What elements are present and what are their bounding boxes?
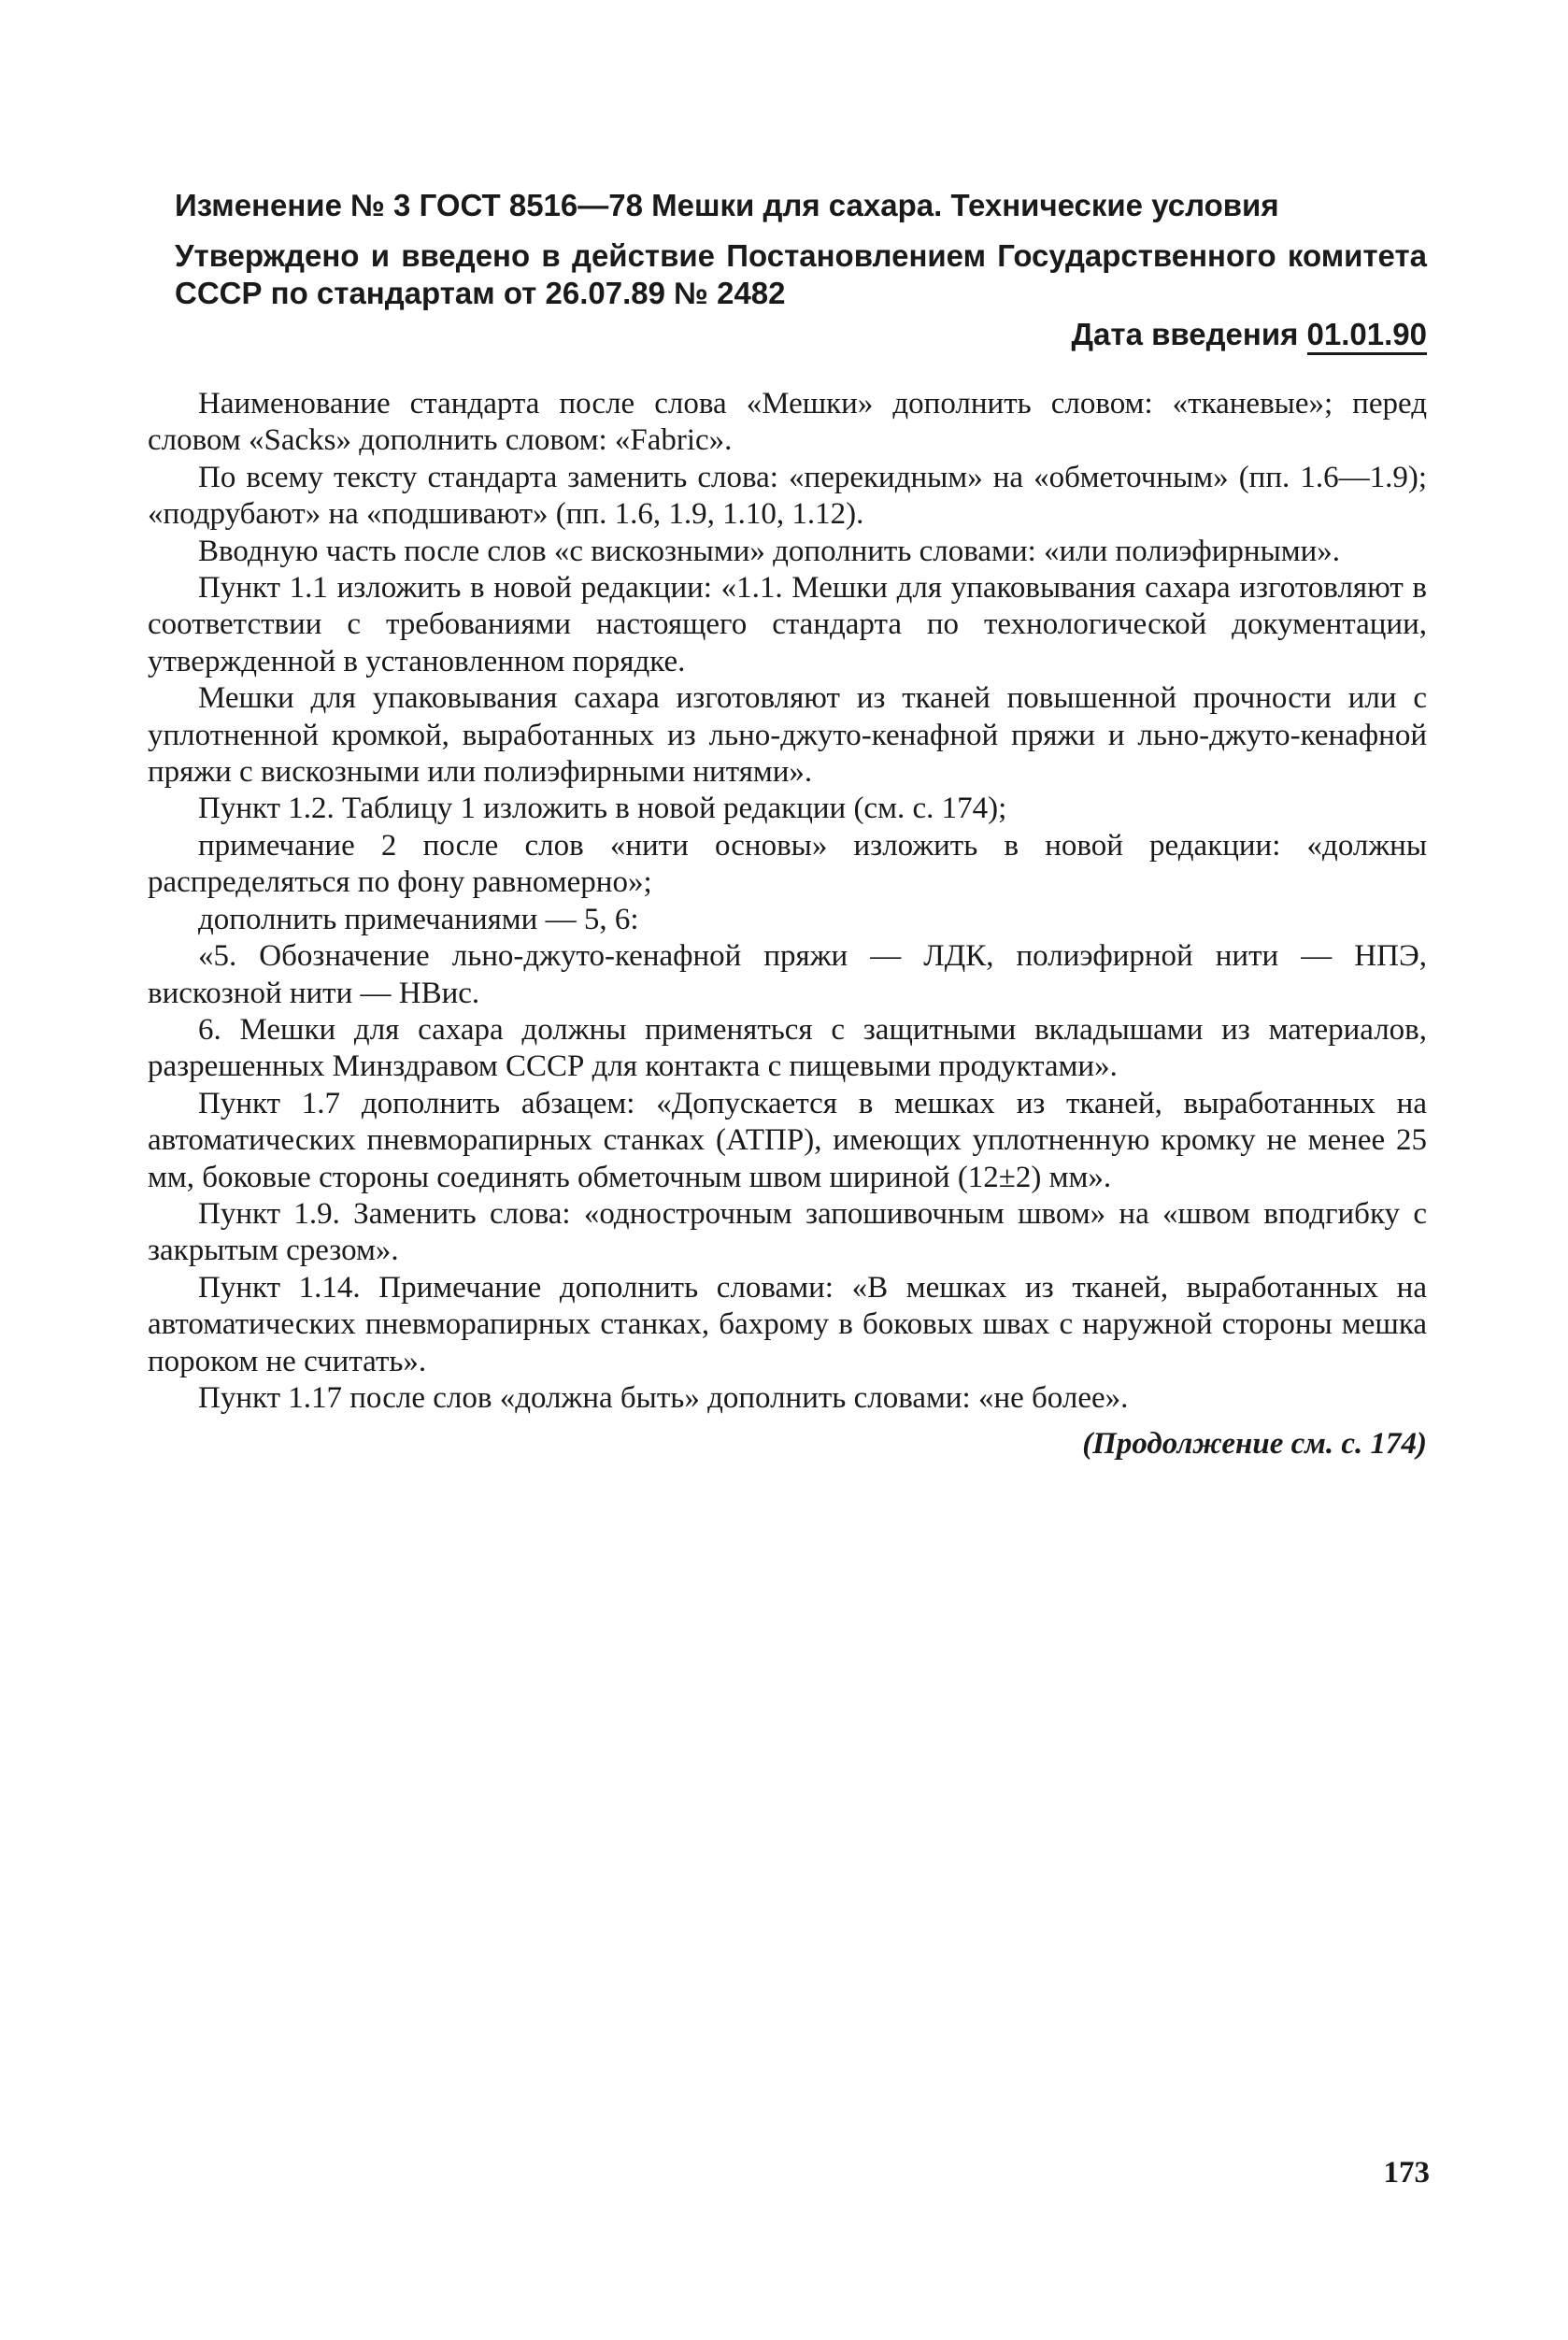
page-number: 173 bbox=[1383, 2156, 1430, 2190]
paragraph-item-1-7: Пункт 1.7 дополнить абзацем: «Допускается в мешках из тканей, выработанных на автоматических пневморапирных станках (АТПР), имеющих уплотненную кромку не менее 25 мм, боковые стороны соединять обметочным швом шириной (12±2) мм». bbox=[148, 1086, 1427, 1194]
paragraph-title-change: Наименование стандарта после слова «Мешки» дополнить словом: «тканевые»; перед словом «Sacks» дополнить словом: «Fabric». bbox=[148, 387, 1427, 458]
document-body bbox=[148, 386, 1427, 1417]
continuation-note: (Продолжение см. с. 174) bbox=[1082, 1427, 1427, 1461]
paragraph-note-6: 6. Мешки для сахара должны применяться с защитными вкладышами из материалов, разрешенных Минздравом СССР для контакта с пищевыми продуктами». bbox=[148, 1012, 1427, 1084]
paragraph-intro-change: Вводную часть после слов «с вискозными» дополнить словами: «или полиэфирными». bbox=[198, 534, 1341, 568]
paragraph-note-5: «5. Обозначение льно-джуто-кенафной пряжи — ЛДК, полиэфирной нити — НПЭ, вискозной нити — НВис. bbox=[148, 939, 1427, 1010]
paragraph-item-1-1-materials: Мешки для упаковывания сахара изготовляют из тканей повышенной прочности или с уплотненной кромкой, выработанных из льно-джуто-кенафной пряжи и льно-джуто-кенафной пряжи с вискозными или полиэфирными нитями». bbox=[148, 681, 1427, 790]
paragraph-text-replacement: По всему тексту стандарта заменить слова: «перекидным» на «обметочным» (пп. 1.6—1.9); «подрубают» на «подшивают» (пп. 1.6, 1.9, 1.10, 1.12). bbox=[148, 460, 1427, 532]
paragraph-add-notes: дополнить примечаниями — 5, 6: bbox=[198, 902, 639, 936]
paragraph-item-1-1: Пункт 1.1 изложить в новой редакции: «1.1. Мешки для упаковывания сахара изготовляют в соответствии с требованиями настоящего стандарта по технологической документации, утвержденной в установленном порядке. bbox=[148, 571, 1427, 678]
paragraph-item-1-9: Пункт 1.9. Заменить слова: «однострочным запошивочным швом» на «швом вподгибку с закрытым срезом». bbox=[148, 1196, 1427, 1268]
paragraph-item-1-14: Пункт 1.14. Примечание дополнить словами: «В мешках из тканей, выработанных на автоматических пневморапирных станках, бахрому в боковых швах с наружной стороны мешка пороком не считать». bbox=[148, 1270, 1427, 1378]
document-header bbox=[175, 187, 1427, 355]
paragraph-item-1-2: Пункт 1.2. Таблицу 1 изложить в новой редакции (см. с. 174); bbox=[198, 792, 1007, 826]
amendment-title: Изменение № 3 ГОСТ 8516—78 Мешки для сахара. Технические условия bbox=[175, 188, 1279, 222]
effective-date-line bbox=[175, 316, 1427, 355]
approval-statement: Утверждено и введено в действие Постановлением Государственного комитета СССР по стандартам от 26.07.89 № 2482 bbox=[175, 238, 1427, 310]
paragraph-note-2: примечание 2 после слов «нити основы» изложить в новой редакции: «должны распределяться по фону равномерно»; bbox=[148, 828, 1427, 900]
effective-date-value: 01.01.90 bbox=[1307, 317, 1427, 355]
paragraph-item-1-17: Пункт 1.17 после слов «должна быть» дополнить словами: «не более». bbox=[198, 1380, 1129, 1415]
effective-date-label: Дата введения bbox=[1071, 317, 1307, 351]
